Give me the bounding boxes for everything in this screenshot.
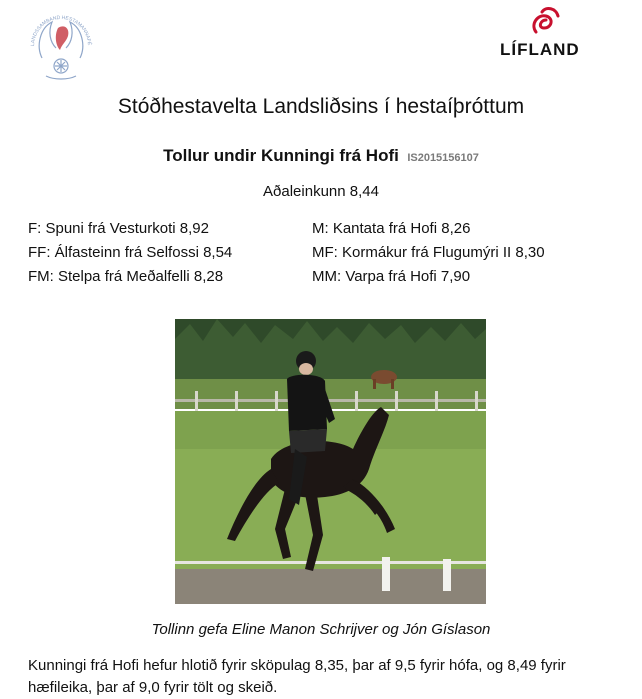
pedigree-dam-side <box>312 217 545 289</box>
description-paragraph: Kunningi frá Hofi hefur hlotið fyrir sköpulag 8,35, þar af 9,5 fyrir hófa, og 8,49 fyrir hæfileika, þar af 9,0 fyrir tölt og skeið. <box>28 657 566 696</box>
photo-caption: Tollinn gefa Eline Manon Schrijver og Jón Gíslason <box>151 621 491 638</box>
pedigree-sire: F: Spuni frá Vesturkoti 8,92 <box>28 220 209 237</box>
pedigree-sire-dam: FM: Stelpa frá Meðalfelli 8,28 <box>28 268 224 285</box>
horse-id: IS2015156107 <box>407 152 479 164</box>
horse-heading <box>0 146 642 166</box>
horse-name: Tollur undir Kunningi frá Hofi <box>163 146 399 165</box>
svg-text:LANDSSAMBAND HESTAMANNAFÉLAGA: LANDSSAMBAND HESTAMANNAFÉ <box>29 14 93 47</box>
pedigree-dam-sire: MF: Kormákur frá Flugumýri II 8,30 <box>312 244 545 261</box>
pedigree-dam-dam: MM: Varpa frá Hofi 7,90 <box>312 268 471 285</box>
page-title: Stóðhestavelta Landsliðsins í hestaíþróttum <box>117 95 525 118</box>
pedigree-sire-side <box>28 217 232 289</box>
main-score: Aðaleinkunn 8,44 <box>263 183 379 200</box>
pedigree-sire-sire: FF: Álfasteinn frá Selfossi 8,54 <box>28 244 233 261</box>
association-seal-logo <box>22 6 100 84</box>
red-swirl-icon <box>528 4 564 38</box>
lifland-brand-text: LÍFLAND <box>500 40 580 59</box>
lifland-logo <box>498 4 604 58</box>
horse-association-seal-icon <box>22 6 100 84</box>
horse-photo <box>175 319 486 604</box>
pedigree-dam: M: Kantata frá Hofi 8,26 <box>312 220 471 237</box>
